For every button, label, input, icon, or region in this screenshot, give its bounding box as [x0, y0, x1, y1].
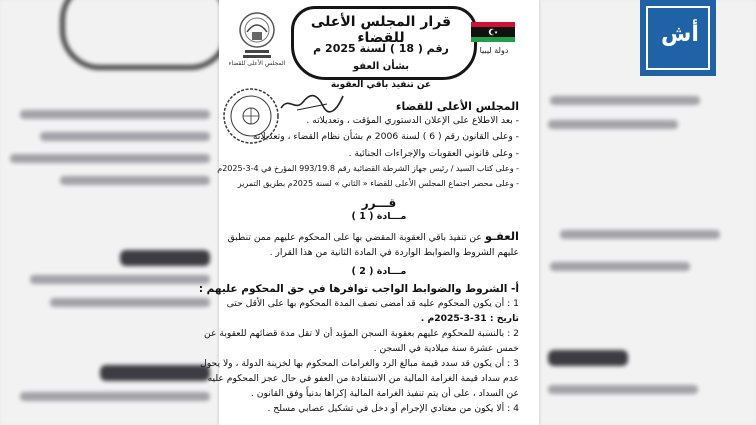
- condition-line: 2 : بالنسبة للمحكوم عليهم بعقوبة السجن المؤبد أن لا تقل مدة قضائهم للعقوبة عن: [204, 328, 519, 339]
- state-label: دولة ليبيا: [479, 46, 509, 55]
- libya-flag-icon: [471, 22, 515, 42]
- article-1-line: [227, 228, 519, 246]
- condition-line: 1 : أن يكون المحكوم عليه قد أمضى نصف المدة المحكوم بها على الأقل حتى: [226, 298, 519, 309]
- brand-logo-frame: [646, 6, 710, 70]
- preamble-item: - وعلى كتاب السيد / رئيس جهاز الشرطة القضائية رقم 993/19.8 المؤرخ في 4-3-2025م: [217, 164, 519, 173]
- decision-number: رقم ( 18 ) لسنة 2025 م: [313, 42, 449, 55]
- article-1-title: مـــادة ( 1 ): [351, 211, 407, 222]
- emblem-caption: المجلس الأعلى للقضاء: [228, 60, 286, 67]
- condition-line: عدم سداد قيمة الغرامة المالية من الاستفادة من العفو في حال عجز المحكوم عليه: [207, 373, 519, 384]
- brand-logo[interactable]: [640, 0, 716, 76]
- decision-subject: بشأن العفو: [353, 61, 409, 72]
- preamble-item: - بعد الاطلاع على الإعلان الدستوري المؤقت ، وتعديلاته .: [306, 115, 519, 126]
- condition-line: تاريخ : 31-3-2025م .: [420, 313, 519, 324]
- council-heading: المجلس الأعلى للقضاء: [395, 100, 519, 113]
- preamble-item: - وعلى قانوني العقوبات والإجراءات الجنائية .: [348, 148, 519, 159]
- condition-line: خمس عشرة سنة ميلادية في السجن .: [373, 343, 519, 354]
- article-1-lead: العفـو: [484, 229, 519, 243]
- condition-line: عن السداد ، على أن يتم تنفيذ الغرامة المالية إكراها بدنياً وفق القانون .: [250, 388, 519, 399]
- conditions-heading: أ- الشروط والضوابط الواجب توافرها في حق المحكوم عليهم :: [198, 283, 519, 295]
- decision-subject-detail: عن تنفيذ باقي العقوبة: [330, 80, 432, 90]
- preamble-item: - وعلى القانون رقم ( 6 ) لسنة 2006 م بشأن نظام القضاء ، وتعديلاته: [252, 131, 519, 142]
- article-1-line: عليهم الشروط والضوابط الواردة في المادة الثانية من هذا القرار .: [269, 247, 519, 258]
- condition-line: 3 : أن يكون قد سدد قيمة مبالغ الرد والغرامات المحكوم بها لخزينة الدولة ، ولا يحول: [200, 358, 519, 369]
- decision-document: [198, 0, 539, 425]
- brand-logo-text: أش: [661, 22, 699, 47]
- decided-heading: قـــرر: [361, 196, 397, 210]
- article-1-text: عن تنفيذ باقي العقوبة المقضي بها على المحكوم عليهم ممن تنطبق: [227, 232, 482, 243]
- judicial-council-emblem-icon: [237, 10, 277, 62]
- article-2-title: مـــادة ( 2 ): [351, 266, 407, 277]
- document-title: قرار المجلس الأعلى للقضاء: [310, 14, 452, 46]
- condition-line: 4 : ألا يكون من معتادي الإجرام أو دخل في تشكيل عصابي مسلح .: [267, 403, 519, 414]
- preamble-item: - وعلى محضر اجتماع المجلس الأعلى للقضاء « الثاني » لسنة 2025م بطريق التمرير: [237, 179, 519, 188]
- blurred-background-left: [0, 0, 218, 425]
